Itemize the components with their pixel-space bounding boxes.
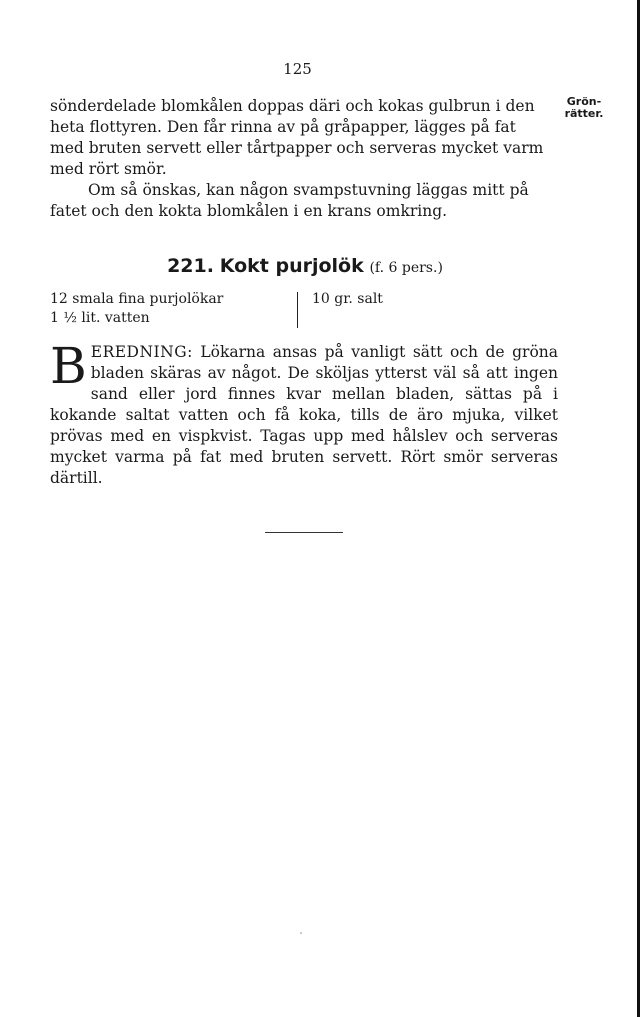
text-line: Om så önskas, kan någon svampstuvning läggas mitt på bbox=[88, 181, 529, 199]
ingredient-item: 1 ½ lit. vatten bbox=[50, 310, 150, 326]
method-label: EREDNING: bbox=[90, 343, 193, 361]
ingredients-right-column bbox=[312, 290, 512, 309]
ingredient-item: 10 gr. salt bbox=[312, 291, 383, 307]
method-text: Lökarna ansas på vanligt sätt och de gröna bladen skäras av något. De sköljas ytterst väl så att ingen sand eller jord finnes kvar mellan bladen, sättas på i kokande saltat vatten och få koka, tills de äro mjuka, vilket prövas med en vispkvist. Tagas upp med hålslev och serveras mycket varma på fat med bruten servett. Rört smör serveras därtill. bbox=[50, 343, 558, 487]
end-rule bbox=[265, 532, 343, 533]
ingredients-left-column bbox=[50, 290, 290, 328]
text-line: med bruten servett eller tårtpapper och serveras mycket varm bbox=[50, 139, 544, 157]
intro-paragraph-1 bbox=[50, 96, 558, 180]
paper-speck bbox=[300, 932, 302, 934]
column-divider bbox=[297, 292, 298, 328]
text-line: fatet och den kokta blomkålen i en krans omkring. bbox=[50, 202, 448, 220]
recipe-servings: (f. 6 pers.) bbox=[369, 260, 443, 276]
page-number: 125 bbox=[283, 60, 312, 78]
margin-note bbox=[560, 96, 608, 120]
drop-cap: B bbox=[50, 337, 87, 395]
ingredient-item: 12 smala fina purjolökar bbox=[50, 291, 224, 307]
text-line: heta flottyren. Den får rinna av på gråpapper, lägges på fat bbox=[50, 118, 516, 136]
intro-paragraph-2 bbox=[50, 180, 558, 222]
method-paragraph bbox=[50, 337, 558, 489]
text-line: sönderdelade blomkålen doppas däri och kokas gulbrun i den bbox=[50, 97, 535, 115]
recipe-title: Kokt purjolök bbox=[219, 255, 364, 277]
recipe-number: 221. bbox=[167, 255, 214, 277]
text-line: med rört smör. bbox=[50, 160, 167, 178]
margin-note-line-1: Grön- bbox=[566, 95, 602, 108]
recipe-heading bbox=[0, 255, 610, 277]
margin-note-line-2: rätter. bbox=[564, 107, 604, 120]
